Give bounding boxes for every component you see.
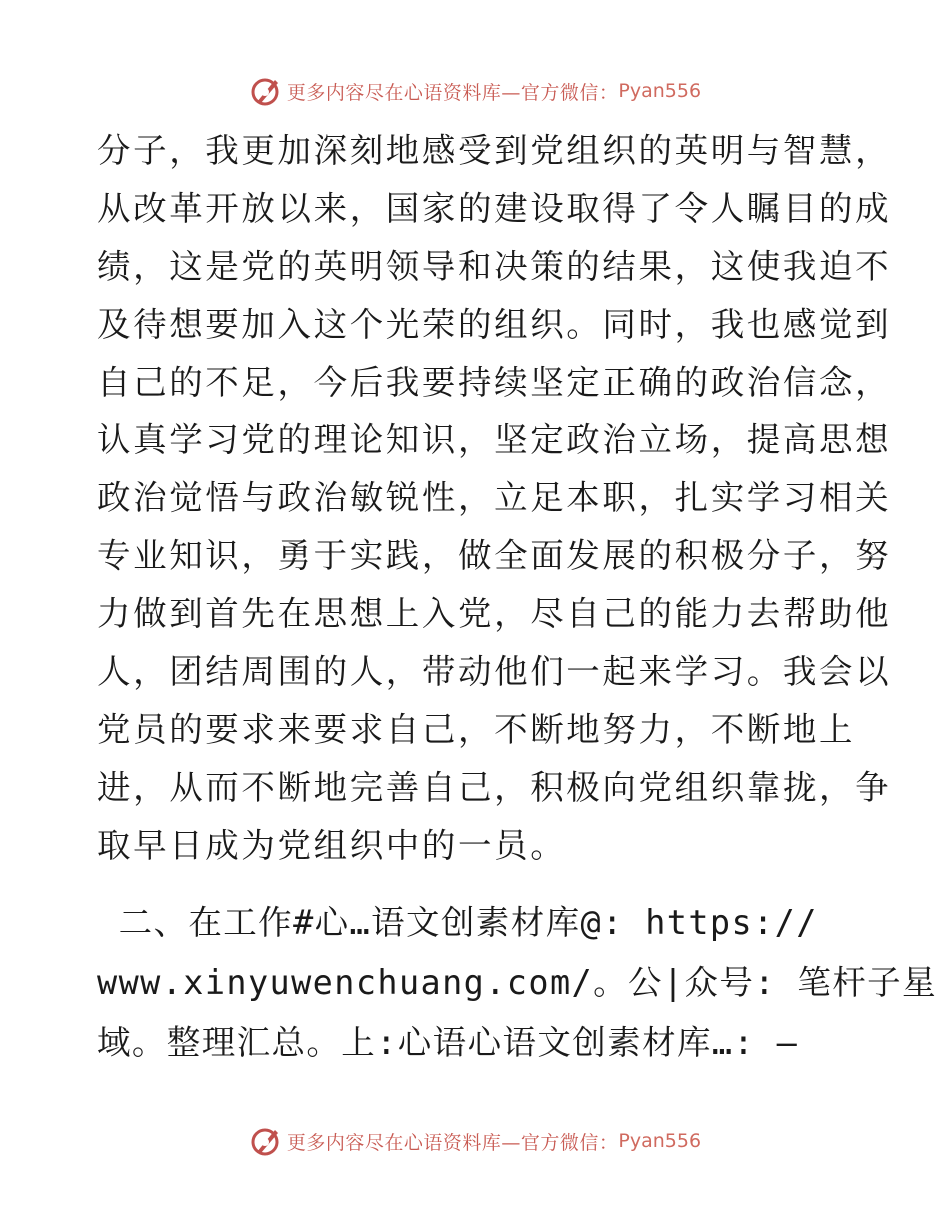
text-line: 力做到首先在思想上入党，尽自己的能力去帮助他 (97, 594, 892, 634)
text-line: 党员的要求来要求自己，不断地努力，不断地上 (97, 709, 856, 749)
watermark-text: 更多内容尽在心语资料库—官方微信： (286, 1131, 619, 1154)
text-line: 自己的不足，今后我要持续坚定正确的政治信念， (97, 362, 892, 402)
text-line: 认真学习党的理论知识，坚定政治立场，提高思想 (97, 420, 892, 460)
watermark-wechat-id: Pyan556 (618, 80, 702, 102)
quill-logo-icon (249, 74, 283, 108)
paragraph (97, 122, 892, 875)
quill-logo-icon (249, 1124, 283, 1158)
text-line: 及待想要加入这个光荣的组织。同时，我也感觉到 (97, 304, 892, 344)
text-line: 专业知识，勇于实践，做全面发展的积极分子，努 (97, 536, 892, 576)
text-line: 政治觉悟与政治敏锐性，立足本职，扎实学习相关 (97, 478, 892, 518)
text-line: 分子，我更加深刻地感受到党组织的英明与智慧， (97, 131, 892, 170)
text-line: 取早日成为党组织中的一员。 (97, 825, 567, 865)
text-line: 从改革开放以来，国家的建设取得了令人瞩目的成 (97, 188, 892, 228)
section-line: 二、在工作#心…语文创素材库@: https:// (97, 902, 818, 942)
text-line: 人，团结周围的人，带动他们一起来学习。我会以 (97, 652, 892, 692)
text-line: 进，从而不断地完善自己，积极向党组织靠拢，争 (97, 767, 892, 807)
document-body (97, 122, 937, 1073)
text-line: 绩，这是党的英明领导和决策的结果，这使我迫不 (97, 246, 892, 286)
watermark-wechat-id: Pyan556 (618, 1130, 702, 1152)
watermark-text: 更多内容尽在心语资料库—官方微信： (286, 81, 619, 104)
footer-watermark (0, 1121, 950, 1161)
section-line: www.xinyuwenchuang.com/。公|众号: 笔杆子星 (97, 962, 937, 1002)
section-heading-block (97, 893, 937, 1073)
section-line: 域。整理汇总。上:心语心语文创素材库…: — (97, 1022, 799, 1062)
header-watermark (0, 71, 950, 111)
